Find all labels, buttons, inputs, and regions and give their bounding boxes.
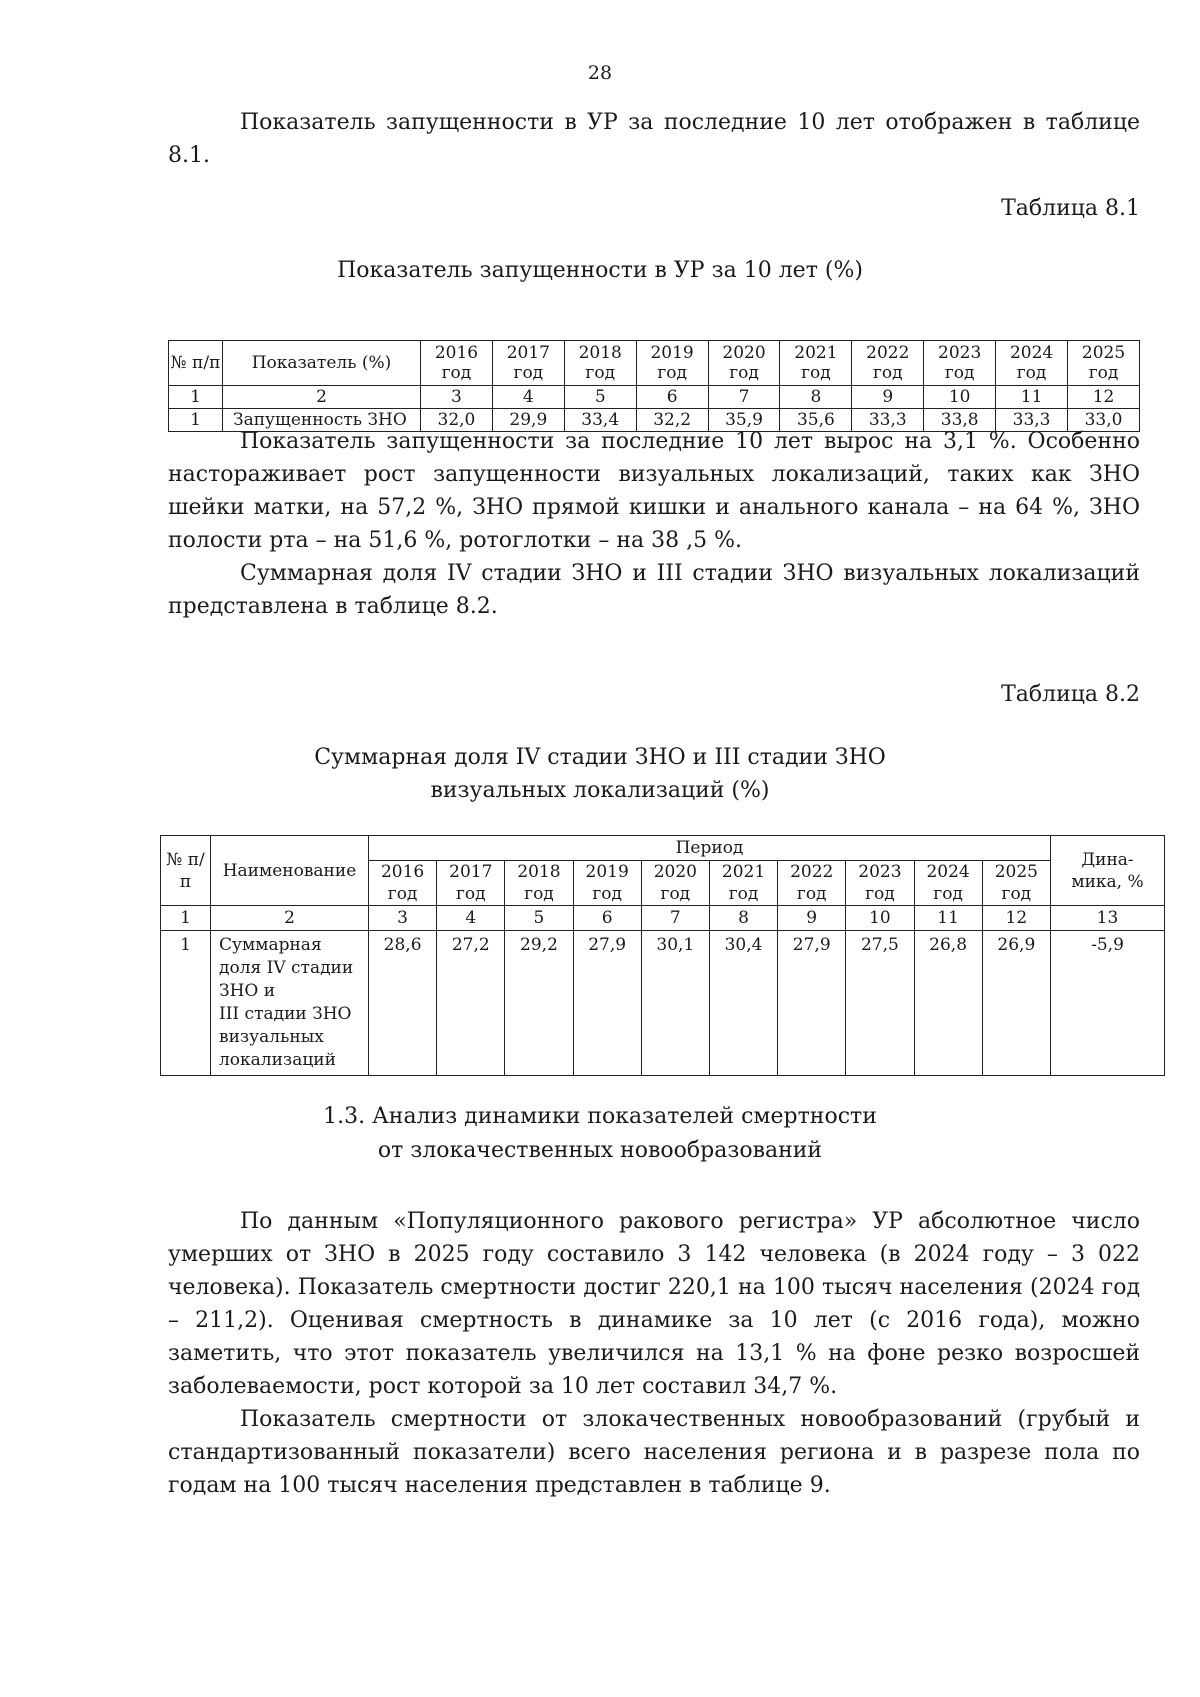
- header-year-suffix: год: [592, 884, 622, 904]
- index-cell: 8: [780, 386, 852, 409]
- paragraph-2-text: Показатель запущенности за последние 10 лет вырос на 3,1 %. Особенно настораживает рост запущенности визуальных локализаций, таких как ЗНО шейки матки, на 57,2 %, ЗНО прямой кишки и анального канала – на 64 %, ЗНО полости рта – на 51,6 %, ротоглотки – на 38 ,5 %.: [168, 429, 1140, 553]
- row-name-line: визуальных: [219, 1027, 324, 1047]
- header-year-2023: [924, 341, 996, 386]
- paragraph-4: [168, 1205, 1140, 1403]
- header-year-2018: [505, 861, 573, 906]
- index-cell: 1: [169, 386, 223, 409]
- header-year-2025: [1068, 341, 1140, 386]
- section-heading-line1: 1.3. Анализ динамики показателей смертности: [323, 1104, 877, 1129]
- header-year-2016: [369, 861, 437, 906]
- table-8-1-index-row: [169, 386, 1140, 409]
- header-year-suffix: год: [657, 363, 687, 383]
- header-year-suffix: год: [1016, 363, 1047, 383]
- value-cell-2016: 32,0: [421, 409, 493, 432]
- index-cell: 6: [573, 906, 641, 931]
- row-name: [211, 931, 369, 1076]
- index-cell: 2: [223, 386, 421, 409]
- value-cell-2025: 26,9: [982, 931, 1050, 1076]
- index-cell: 11: [996, 386, 1068, 409]
- header-year-2023: [846, 861, 914, 906]
- header-year-value: 2016: [434, 343, 479, 363]
- section-heading-line2: от злокачественных новообразований: [377, 1138, 823, 1163]
- row-name: Запущенность ЗНО: [223, 409, 421, 432]
- table-8-2-header-row-1: [161, 836, 1165, 861]
- header-year-suffix: год: [865, 884, 895, 904]
- header-year-2019: [636, 341, 708, 386]
- index-cell: 6: [636, 386, 708, 409]
- index-cell: 9: [852, 386, 924, 409]
- row-num: 1: [161, 931, 211, 1076]
- value-cell-2017: 27,2: [437, 931, 505, 1076]
- value-cell-2024: 33,3: [996, 409, 1068, 432]
- header-year-value: 2018: [578, 343, 622, 363]
- header-year-suffix: год: [585, 363, 616, 383]
- value-cell-2021: 30,4: [709, 931, 777, 1076]
- paragraph-4-text: По данным «Популяционного ракового регистра» УР абсолютное число умерших от ЗНО в 2025 году составило 3 142 человека (в 2024 году – 3 022 человека). Показатель смертности достиг 220,1 на 100 тысяч населения (2024 год – 211,2). Оценивая смертность в динамике за 10 лет (с 2016 года), можно заметить, что этот показатель увеличился на 13,1 % на фоне резко возросшей заболеваемости, рост которой за 10 лет составил 34,7 %.: [168, 1209, 1140, 1399]
- header-dynamics: Дина-мика, %: [1051, 836, 1165, 906]
- value-cell-2025: 33,0: [1068, 409, 1140, 432]
- index-cell: 8: [709, 906, 777, 931]
- table-8-1-title: Показатель запущенности в УР за 10 лет (%): [337, 258, 863, 283]
- header-year-suffix: год: [796, 884, 827, 904]
- header-year-suffix: год: [455, 884, 486, 904]
- index-cell: 12: [1068, 386, 1140, 409]
- header-year-suffix: год: [944, 363, 975, 383]
- index-cell: 3: [369, 906, 437, 931]
- paragraph-3: [168, 557, 1140, 623]
- paragraph-5-text: Показатель смертности от злокачественных новообразований (грубый и стандартизованный показатели) всего населения региона и в разрезе пола по годам на 100 тысяч населения представлен в таблице 9.: [168, 1407, 1140, 1498]
- value-cell-2020: 30,1: [641, 931, 709, 1076]
- header-year-suffix: год: [728, 884, 759, 904]
- paragraph-2: [168, 425, 1140, 557]
- row-name-line: III стадии ЗНО: [219, 1004, 352, 1024]
- header-year-2022: [778, 861, 846, 906]
- index-cell: 5: [564, 386, 636, 409]
- header-year-2017: [492, 341, 564, 386]
- row-name-line: Суммарная: [219, 935, 322, 955]
- value-cell-2019: 27,9: [573, 931, 641, 1076]
- index-cell: 4: [492, 386, 564, 409]
- row-num: 1: [169, 409, 223, 432]
- header-year-2021: [709, 861, 777, 906]
- value-cell-2022: 27,9: [778, 931, 846, 1076]
- header-year-value: 2025: [1081, 343, 1126, 363]
- table-8-2: [160, 835, 1165, 1076]
- index-cell: 10: [846, 906, 914, 931]
- header-num: № п/п: [169, 341, 223, 386]
- paragraph-5: [168, 1403, 1140, 1502]
- index-cell: 10: [924, 386, 996, 409]
- header-name: Наименование: [211, 836, 369, 906]
- header-period: Период: [369, 836, 1051, 861]
- header-year-suffix: год: [801, 363, 831, 383]
- header-year-value: 2020: [722, 343, 766, 363]
- index-cell: 13: [1051, 906, 1165, 931]
- index-cell: 12: [982, 906, 1050, 931]
- header-year-value: 2019: [650, 343, 694, 363]
- value-cell-2018: 29,2: [505, 931, 573, 1076]
- header-year-2016: [421, 341, 493, 386]
- header-year-2025: [982, 861, 1050, 906]
- dynamics-cell: -5,9: [1051, 931, 1165, 1076]
- header-year-2024: [914, 861, 982, 906]
- header-year-suffix: год: [660, 884, 691, 904]
- header-year-suffix: год: [872, 363, 903, 383]
- header-num: № п/п: [161, 836, 211, 906]
- index-cell: 2: [211, 906, 369, 931]
- table-8-2-title-line1: Суммарная доля IV стадии ЗНО и III стадии ЗНО: [314, 745, 886, 770]
- value-cell-2020: 35,9: [708, 409, 780, 432]
- header-year-2020: [708, 341, 780, 386]
- value-cell-2023: 27,5: [846, 931, 914, 1076]
- header-year-value: 2017: [449, 862, 493, 882]
- value-cell-2017: 29,9: [492, 409, 564, 432]
- value-cell-2022: 33,3: [852, 409, 924, 432]
- value-cell-2018: 33,4: [564, 409, 636, 432]
- header-year-2020: [641, 861, 709, 906]
- row-name-line: ЗНО и: [219, 981, 276, 1001]
- row-name-line: локализаций: [219, 1050, 336, 1070]
- table-8-2-index-row: [161, 906, 1165, 931]
- header-year-value: 2019: [585, 862, 629, 882]
- table-8-1-header-row: [169, 341, 1140, 386]
- header-year-2022: [852, 341, 924, 386]
- header-year-value: 2016: [380, 862, 425, 882]
- table-8-2-data-row: [161, 931, 1165, 1076]
- header-year-2021: [780, 341, 852, 386]
- header-year-suffix: год: [933, 884, 963, 904]
- index-cell: 11: [914, 906, 982, 931]
- header-indicator: Показатель (%): [223, 341, 421, 386]
- index-cell: 7: [708, 386, 780, 409]
- header-year-suffix: год: [1001, 884, 1032, 904]
- value-cell-2024: 26,8: [914, 931, 982, 1076]
- header-year-value: 2025: [994, 862, 1038, 882]
- header-year-value: 2021: [794, 343, 838, 363]
- header-year-value: 2024: [1009, 343, 1054, 363]
- header-year-value: 2020: [653, 862, 697, 882]
- index-cell: 7: [641, 906, 709, 931]
- index-cell: 1: [161, 906, 211, 931]
- header-year-2017: [437, 861, 505, 906]
- table-8-1: [168, 340, 1140, 432]
- table-8-2-title-line2: визуальных локализаций (%): [430, 778, 770, 803]
- table-8-2-label: Таблица 8.2: [1001, 682, 1140, 707]
- value-cell-2023: 33,8: [924, 409, 996, 432]
- header-year-2018: [564, 341, 636, 386]
- header-year-suffix: год: [441, 363, 472, 383]
- header-year-suffix: год: [387, 884, 418, 904]
- table-8-1-label: Таблица 8.1: [1001, 196, 1140, 221]
- paragraph-3-text: Суммарная доля IV стадии ЗНО и III стадии ЗНО визуальных локализаций представлена в таблице 8.2.: [168, 561, 1140, 619]
- header-year-value: 2018: [517, 862, 561, 882]
- index-cell: 4: [437, 906, 505, 931]
- header-year-suffix: год: [524, 884, 554, 904]
- index-cell: 3: [421, 386, 493, 409]
- intro-paragraph: [168, 106, 1140, 172]
- header-year-2024: [996, 341, 1068, 386]
- value-cell-2016: 28,6: [369, 931, 437, 1076]
- row-name-line: доля IV стадии: [219, 958, 354, 978]
- header-year-value: 2023: [858, 862, 902, 882]
- value-cell-2021: 35,6: [780, 409, 852, 432]
- header-year-value: 2023: [938, 343, 982, 363]
- header-year-suffix: год: [1088, 363, 1119, 383]
- header-year-suffix: год: [729, 363, 759, 383]
- index-cell: 5: [505, 906, 573, 931]
- index-cell: 9: [778, 906, 846, 931]
- header-year-suffix: год: [513, 363, 544, 383]
- header-year-value: 2021: [721, 862, 766, 882]
- value-cell-2019: 32,2: [636, 409, 708, 432]
- header-year-value: 2024: [926, 862, 970, 882]
- header-year-2019: [573, 861, 641, 906]
- header-year-value: 2022: [790, 862, 834, 882]
- page-number: 28: [587, 62, 613, 84]
- header-year-value: 2017: [506, 343, 550, 363]
- intro-paragraph-text: Показатель запущенности в УР за последние 10 лет отображен в таблице 8.1.: [168, 110, 1140, 168]
- header-year-value: 2022: [866, 343, 910, 363]
